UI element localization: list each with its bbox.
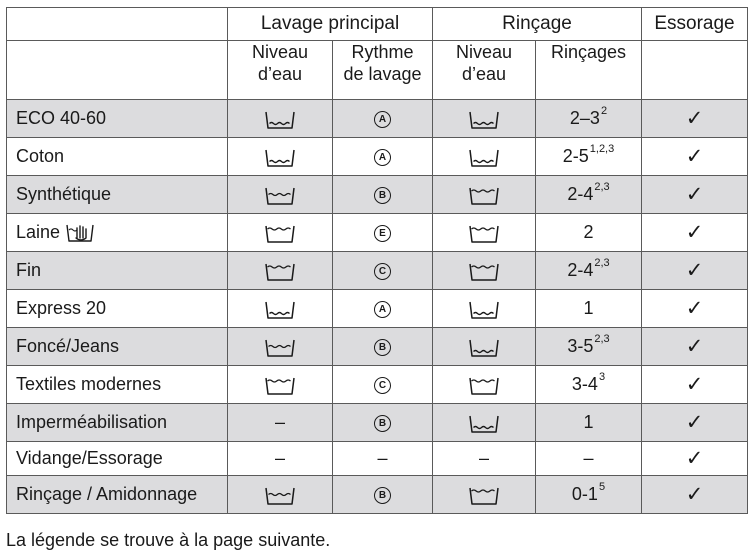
header-rinse: Rinçage bbox=[433, 8, 642, 41]
table-row bbox=[7, 476, 748, 514]
spin-cell bbox=[642, 214, 748, 252]
wash-rhythm-badge: A bbox=[374, 149, 391, 166]
wash-rhythm-cell: – bbox=[333, 442, 433, 476]
check-icon: ✓ bbox=[685, 372, 704, 396]
rinse-water-level-cell bbox=[433, 290, 536, 328]
spin-cell bbox=[642, 476, 748, 514]
main-water-level-cell bbox=[228, 100, 333, 138]
spin-cell bbox=[642, 100, 748, 138]
spin-cell bbox=[642, 404, 748, 442]
wash-rhythm-badge: C bbox=[374, 263, 391, 280]
medium-water-icon bbox=[263, 336, 297, 358]
check-icon: ✓ bbox=[685, 482, 704, 506]
check-icon: ✓ bbox=[685, 144, 704, 168]
rinse-count-cell: 1 bbox=[536, 404, 642, 442]
wash-rhythm-badge: B bbox=[374, 187, 391, 204]
program-name: Fin bbox=[7, 252, 228, 290]
wash-rhythm-cell bbox=[333, 100, 433, 138]
program-name: Imperméabilisation bbox=[7, 404, 228, 442]
spin-cell bbox=[642, 252, 748, 290]
main-water-level-cell bbox=[228, 328, 333, 366]
wash-rhythm-cell bbox=[333, 176, 433, 214]
wash-rhythm-cell bbox=[333, 214, 433, 252]
rinse-water-level-cell bbox=[433, 328, 536, 366]
wash-rhythm-badge: E bbox=[374, 225, 391, 242]
footnote-ref: 2,3 bbox=[594, 333, 610, 345]
rinse-water-level-cell bbox=[433, 404, 536, 442]
check-icon: ✓ bbox=[685, 334, 704, 358]
rinse-water-level-cell bbox=[433, 252, 536, 290]
low-water-icon bbox=[263, 146, 297, 168]
high-water-icon bbox=[263, 374, 297, 396]
main-water-level-cell bbox=[228, 252, 333, 290]
wash-rhythm-badge: C bbox=[374, 377, 391, 394]
program-name: ECO 40-60 bbox=[7, 100, 228, 138]
wash-rhythm-badge: B bbox=[374, 487, 391, 504]
check-icon: ✓ bbox=[685, 296, 704, 320]
header-rinse-water-level: Niveau d’eau bbox=[433, 41, 536, 100]
wash-rhythm-cell bbox=[333, 290, 433, 328]
check-icon: ✓ bbox=[685, 410, 704, 434]
header-main-water-level: Niveau d’eau bbox=[228, 41, 333, 100]
high-water-icon bbox=[467, 374, 501, 396]
program-name: Coton bbox=[7, 138, 228, 176]
program-name: Synthétique bbox=[7, 176, 228, 214]
wash-rhythm-badge: B bbox=[374, 339, 391, 356]
high-water-icon bbox=[467, 484, 501, 506]
table-row bbox=[7, 366, 748, 404]
table-row bbox=[7, 100, 748, 138]
rinse-water-level-cell bbox=[433, 214, 536, 252]
check-icon: ✓ bbox=[685, 106, 704, 130]
low-water-icon bbox=[263, 108, 297, 130]
main-water-level-cell bbox=[228, 290, 333, 328]
header-corner-2 bbox=[7, 41, 228, 100]
program-name: Express 20 bbox=[7, 290, 228, 328]
rinse-count-cell: $2-3^2$ bbox=[536, 100, 642, 138]
wash-rhythm-cell bbox=[333, 328, 433, 366]
program-name: Foncé/Jeans bbox=[7, 328, 228, 366]
table-row bbox=[7, 404, 748, 442]
table-row bbox=[7, 290, 748, 328]
wash-rhythm-cell bbox=[333, 252, 433, 290]
high-water-icon bbox=[467, 260, 501, 282]
footnote-ref: 2,3 bbox=[594, 181, 610, 193]
table-row bbox=[7, 328, 748, 366]
low-water-icon bbox=[467, 298, 501, 320]
check-icon: ✓ bbox=[685, 182, 704, 206]
header-rinse-count: Rinçages bbox=[536, 41, 642, 100]
rinse-count-cell: 1 bbox=[536, 290, 642, 328]
wash-rhythm-badge: A bbox=[374, 301, 391, 318]
rinse-count-cell: $3-4^3$ bbox=[536, 366, 642, 404]
footnote-ref: 3 bbox=[598, 371, 606, 383]
main-water-level-cell bbox=[228, 176, 333, 214]
low-water-icon bbox=[467, 412, 501, 434]
check-icon: ✓ bbox=[685, 258, 704, 282]
spin-cell bbox=[642, 366, 748, 404]
rinse-count-cell: 2-4$^{2,3}$ bbox=[536, 176, 642, 214]
low-water-icon bbox=[263, 298, 297, 320]
wash-rhythm-cell bbox=[333, 476, 433, 514]
wash-rhythm-badge: B bbox=[374, 415, 391, 432]
rinse-count-cell: 3-5$^{2,3}$ bbox=[536, 328, 642, 366]
spin-cell bbox=[642, 442, 748, 476]
spin-cell bbox=[642, 176, 748, 214]
spin-cell bbox=[642, 290, 748, 328]
wash-rhythm-cell bbox=[333, 366, 433, 404]
rinse-count-cell: $0-1^5$ bbox=[536, 476, 642, 514]
rinse-count-cell: 2 bbox=[536, 214, 642, 252]
wool-handwash-icon bbox=[64, 221, 96, 243]
table-row bbox=[7, 138, 748, 176]
check-icon: ✓ bbox=[685, 446, 704, 470]
medium-water-icon bbox=[263, 484, 297, 506]
wash-rhythm-badge: A bbox=[374, 111, 391, 128]
main-water-level-cell: – bbox=[228, 442, 333, 476]
main-water-level-cell bbox=[228, 476, 333, 514]
spin-cell bbox=[642, 328, 748, 366]
rinse-water-level-cell bbox=[433, 176, 536, 214]
program-name: Textiles modernes bbox=[7, 366, 228, 404]
wash-rhythm-cell bbox=[333, 138, 433, 176]
high-water-icon bbox=[467, 222, 501, 244]
program-table bbox=[6, 7, 748, 514]
main-water-level-cell bbox=[228, 366, 333, 404]
medium-water-icon bbox=[263, 184, 297, 206]
rinse-water-level-cell bbox=[433, 476, 536, 514]
footnote-ref: 2 bbox=[600, 105, 608, 117]
main-water-level-cell bbox=[228, 214, 333, 252]
footnote-ref: 2,3 bbox=[594, 257, 610, 269]
low-water-icon bbox=[467, 108, 501, 130]
low-water-icon bbox=[467, 146, 501, 168]
rinse-water-level-cell: – bbox=[433, 442, 536, 476]
rinse-count-cell: 2-5$^{1,2,3}$ bbox=[536, 138, 642, 176]
high-water-icon bbox=[263, 260, 297, 282]
rinse-count-cell: 2-4$^{2,3}$ bbox=[536, 252, 642, 290]
program-name: Laine bbox=[7, 214, 228, 252]
low-water-icon bbox=[467, 336, 501, 358]
footer-note: La légende se trouve à la page suivante. bbox=[6, 530, 331, 550]
rinse-water-level-cell bbox=[433, 366, 536, 404]
header-spin-blank bbox=[642, 41, 748, 100]
program-name: Rinçage / Amidonnage bbox=[7, 476, 228, 514]
rinse-count-cell: – bbox=[536, 442, 642, 476]
high-water-icon bbox=[263, 222, 297, 244]
table-row bbox=[7, 214, 748, 252]
header-spin: Essorage bbox=[642, 8, 748, 41]
high-water-icon bbox=[467, 184, 501, 206]
table-row bbox=[7, 176, 748, 214]
main-water-level-cell bbox=[228, 138, 333, 176]
footnote-ref: 5 bbox=[598, 481, 606, 493]
header-main-wash: Lavage principal bbox=[228, 8, 433, 41]
wash-rhythm-cell bbox=[333, 404, 433, 442]
rinse-water-level-cell bbox=[433, 138, 536, 176]
table-row bbox=[7, 442, 748, 476]
main-water-level-cell: – bbox=[228, 404, 333, 442]
program-name: Vidange/Essorage bbox=[7, 442, 228, 476]
table-row bbox=[7, 252, 748, 290]
header-wash-rhythm: Rythme de lavage bbox=[333, 41, 433, 100]
header-corner bbox=[7, 8, 228, 41]
check-icon: ✓ bbox=[685, 220, 704, 244]
footnote-ref: 1,2,3 bbox=[589, 143, 615, 155]
rinse-water-level-cell bbox=[433, 100, 536, 138]
spin-cell bbox=[642, 138, 748, 176]
